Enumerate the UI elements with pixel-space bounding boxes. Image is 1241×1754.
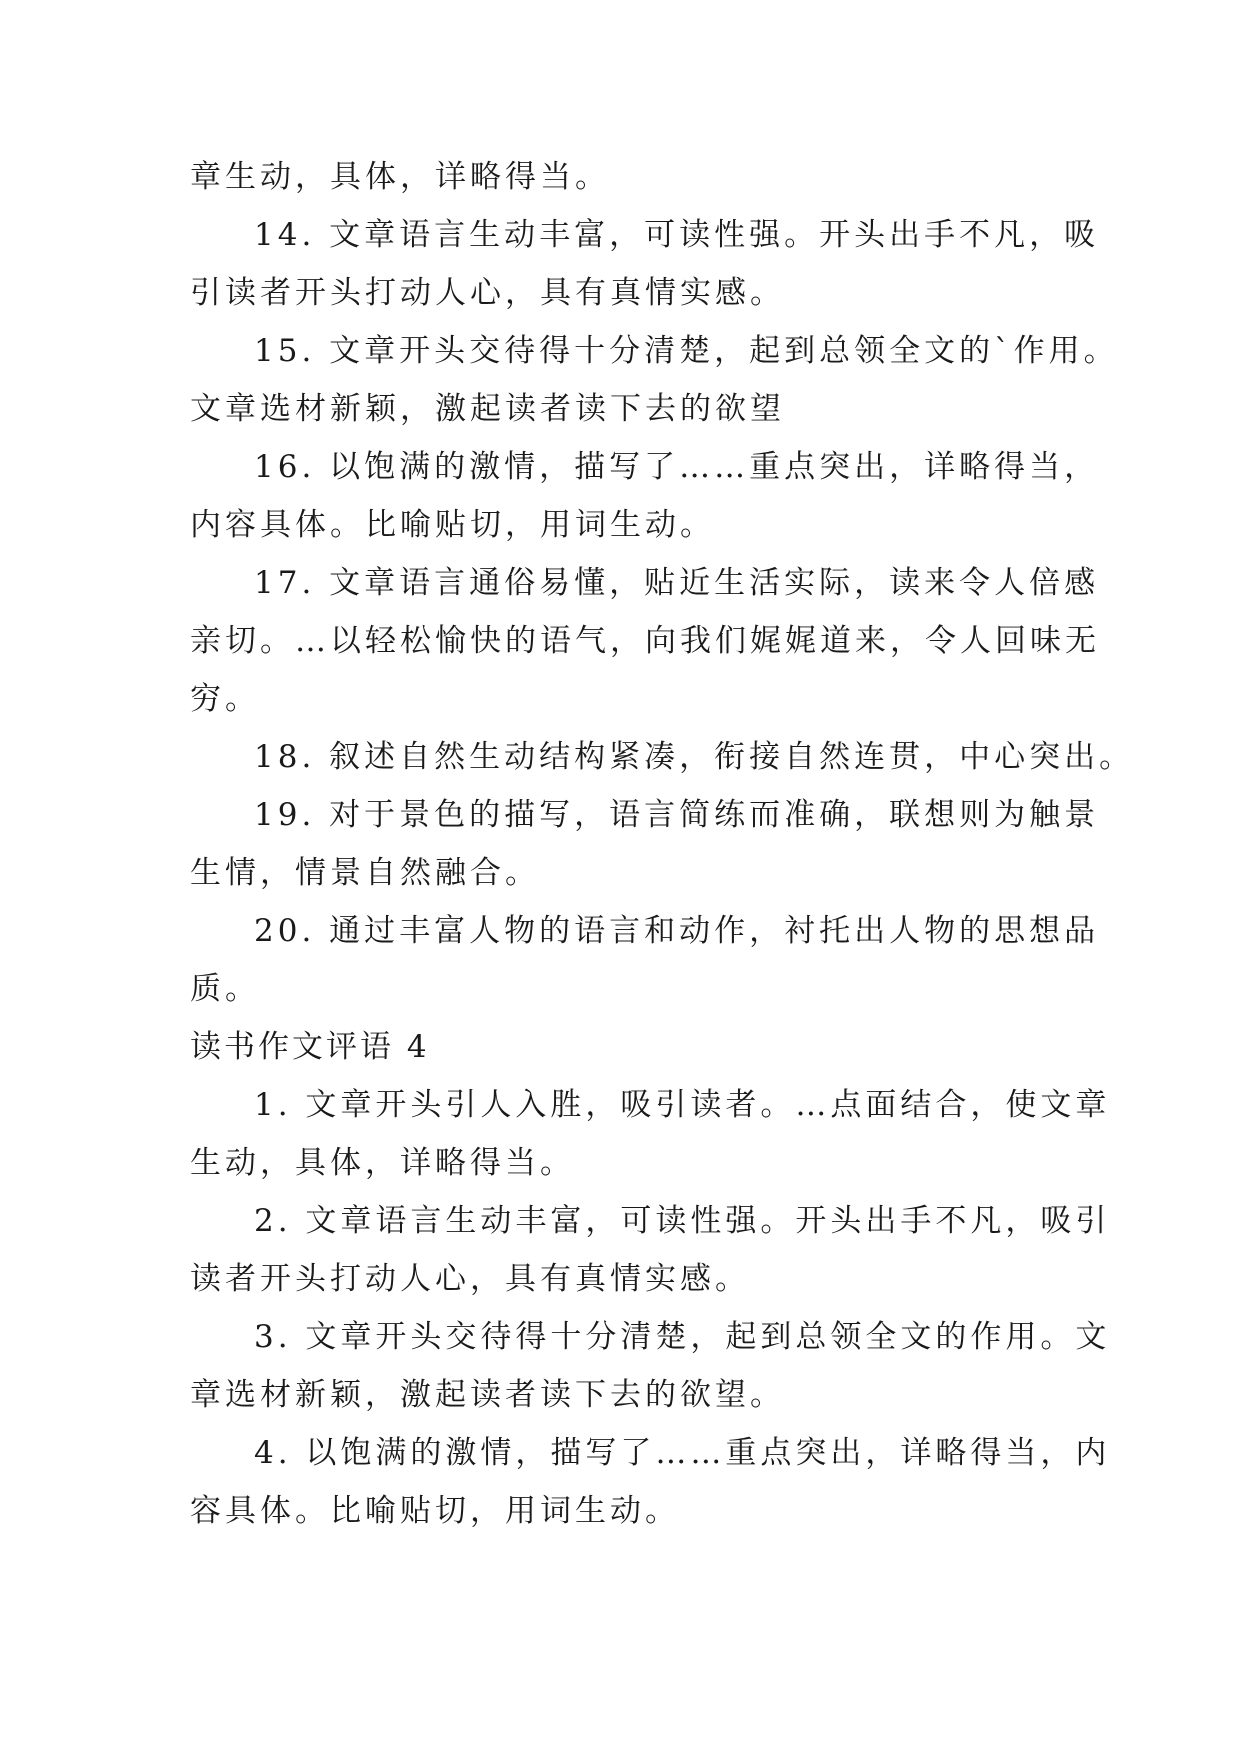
text-line: 文章选材新颖，激起读者读下去的欲望: [190, 391, 785, 427]
text-line: 读者开头打动人心，具有真情实感。: [190, 1261, 750, 1297]
section-heading: 读书作文评语 4: [190, 1029, 430, 1065]
list-item-4: 4. 以饱满的激情，描写了……重点突出，详略得当，内: [254, 1435, 1111, 1471]
document-page: [190, 148, 1135, 1540]
list-item-18: 18. 叙述自然生动结构紧凑，衔接自然连贯，中心突出。: [254, 739, 1135, 775]
text-line: 引读者开头打动人心，具有真情实感。: [190, 275, 785, 311]
list-item-19: 19. 对于景色的描写，语言简练而准确，联想则为触景: [254, 797, 1100, 833]
text-line: 章选材新颖，激起读者读下去的欲望。: [190, 1377, 785, 1413]
text-line: 生动，具体，详略得当。: [190, 1145, 575, 1181]
list-item-17: 17. 文章语言通俗易懂，贴近生活实际，读来令人倍感: [254, 565, 1100, 601]
list-item-16: 16. 以饱满的激情，描写了……重点突出，详略得当，: [254, 449, 1100, 485]
list-item-14: 14. 文章语言生动丰富，可读性强。开头出手不凡，吸: [254, 217, 1100, 253]
list-item-15: 15. 文章开头交待得十分清楚，起到总领全文的`作用。: [254, 333, 1119, 369]
list-item-1: 1. 文章开头引人入胜，吸引读者。…点面结合，使文章: [254, 1087, 1111, 1123]
text-line: 穷。: [190, 681, 260, 717]
text-line: 亲切。…以轻松愉快的语气，向我们娓娓道来，令人回味无: [190, 623, 1100, 659]
list-item-20: 20. 通过丰富人物的语言和动作，衬托出人物的思想品: [254, 913, 1100, 949]
list-item-2: 2. 文章语言生动丰富，可读性强。开头出手不凡，吸引: [254, 1203, 1111, 1239]
text-line: 质。: [190, 971, 260, 1007]
text-line: 内容具体。比喻贴切，用词生动。: [190, 507, 715, 543]
text-line: 章生动，具体，详略得当。: [190, 159, 610, 195]
list-item-3: 3. 文章开头交待得十分清楚，起到总领全文的作用。文: [254, 1319, 1111, 1355]
text-line: 容具体。比喻贴切，用词生动。: [190, 1493, 680, 1529]
text-line: 生情，情景自然融合。: [190, 855, 540, 891]
